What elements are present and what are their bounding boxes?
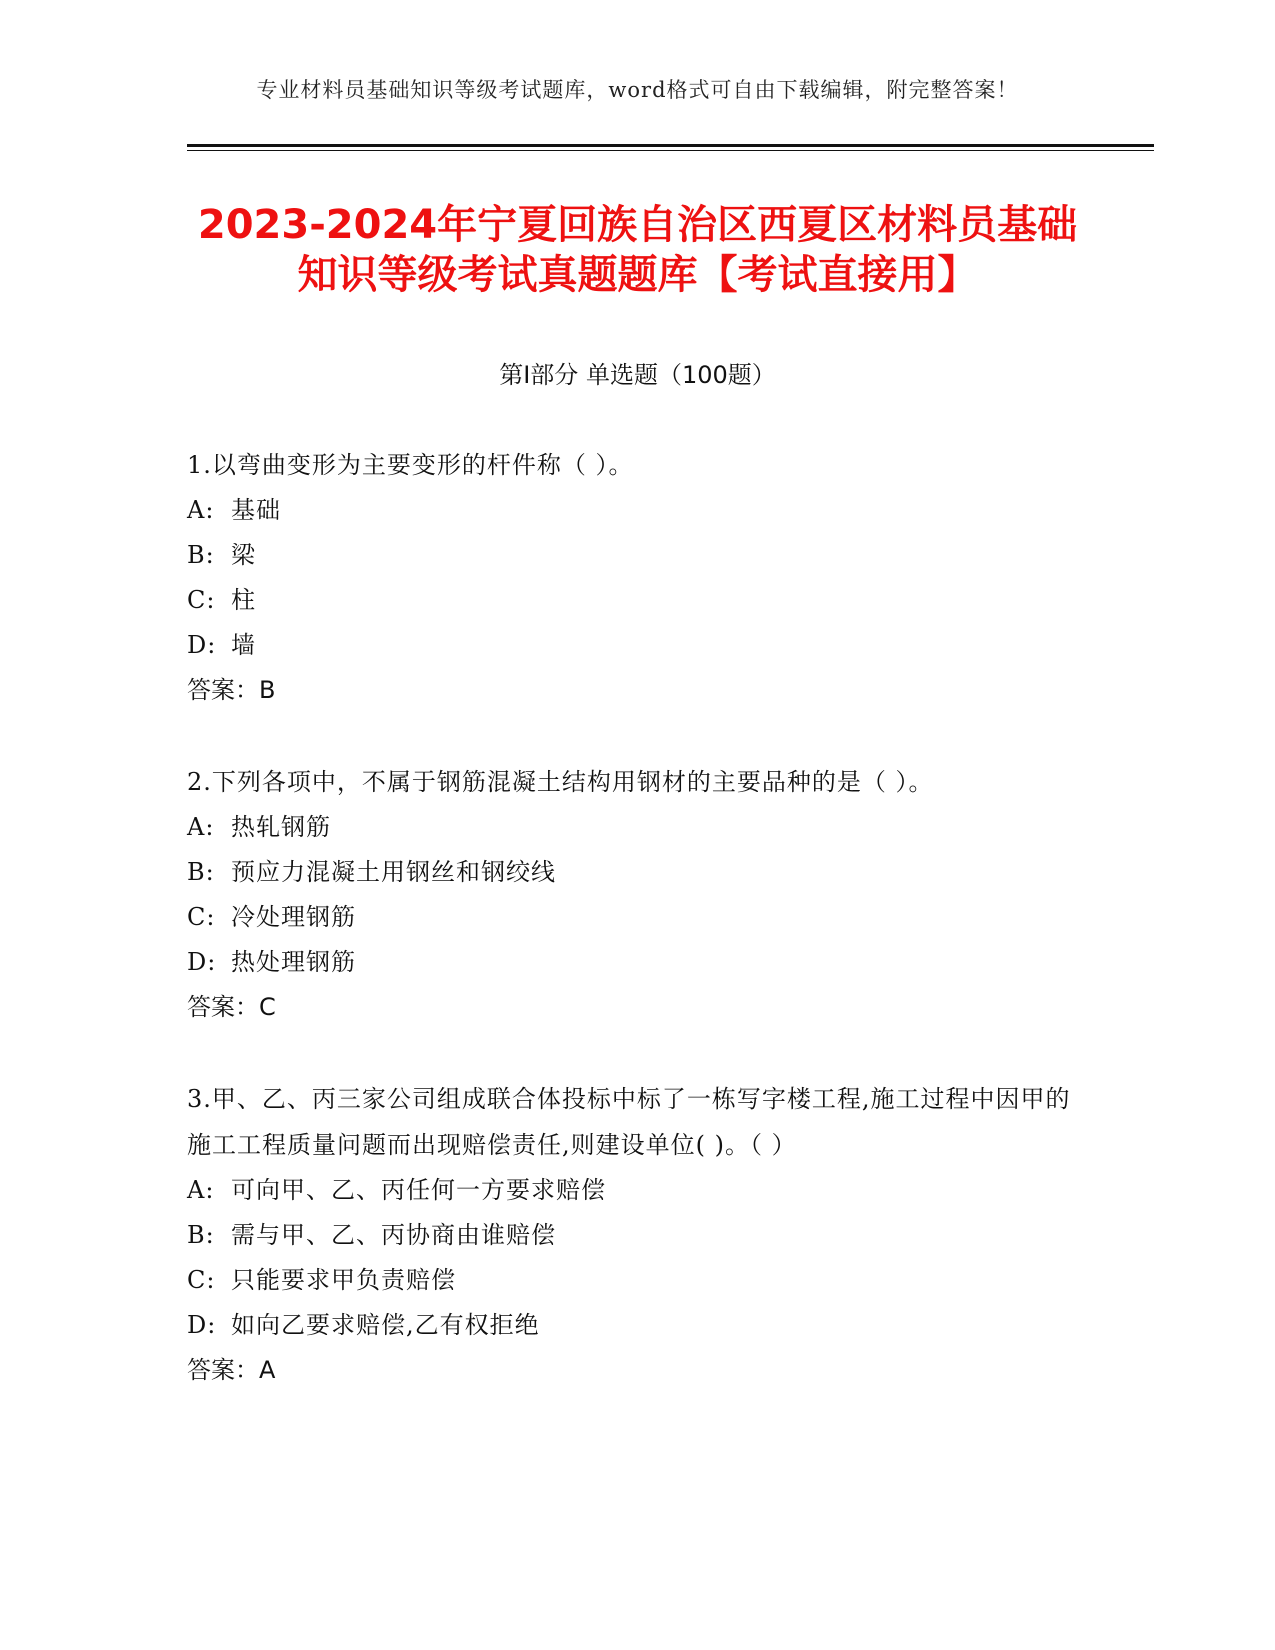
option-text: 热处理钢筋 <box>231 948 356 976</box>
option-letter: D: <box>187 631 217 659</box>
option-c <box>187 895 1087 940</box>
question-item <box>187 1076 1087 1393</box>
option-text: 可向甲、乙、丙任何一方要求赔偿 <box>231 1176 606 1204</box>
option-d <box>187 940 1087 985</box>
question-list <box>187 442 1087 1439</box>
option-text: 热轧钢筋 <box>231 813 331 841</box>
document-title: 2023-2024年宁夏回族自治区西夏区材料员基础知识等级考试真题题库【考试直接用】 <box>197 202 1078 298</box>
answer-line: 答案：B <box>187 676 276 704</box>
option-letter: C: <box>187 903 216 931</box>
option-letter: B: <box>187 1221 215 1249</box>
section-title: 第Ⅰ部分 单选题（100题） <box>499 361 776 389</box>
answer-line: 答案：A <box>187 1356 276 1384</box>
question-item <box>187 759 1087 1030</box>
option-letter: C: <box>187 1266 216 1294</box>
option-letter: B: <box>187 858 215 886</box>
question-stem: 1.以弯曲变形为主要变形的杆件称（ ）。 <box>187 451 634 479</box>
option-c <box>187 578 1087 623</box>
option-text: 预应力混凝土用钢丝和钢绞线 <box>231 858 556 886</box>
option-text: 冷处理钢筋 <box>231 903 356 931</box>
option-b <box>187 850 1087 895</box>
option-letter: A: <box>187 496 215 524</box>
option-text: 需与甲、乙、丙协商由谁赔偿 <box>231 1221 556 1249</box>
option-letter: D: <box>187 1311 217 1339</box>
option-a <box>187 1168 1087 1213</box>
option-text: 墙 <box>231 631 256 659</box>
option-letter: A: <box>187 1176 215 1204</box>
option-b <box>187 1213 1087 1258</box>
option-d <box>187 623 1087 668</box>
answer-line: 答案：C <box>187 993 276 1021</box>
option-letter: D: <box>187 948 217 976</box>
option-text: 柱 <box>231 586 256 614</box>
option-c <box>187 1258 1087 1303</box>
header-rule-thin <box>187 150 1154 151</box>
option-letter: C: <box>187 586 216 614</box>
option-d <box>187 1303 1087 1348</box>
header-note: 专业材料员基础知识等级考试题库，word格式可自由下载编辑，附完整答案！ <box>256 78 1019 102</box>
option-letter: B: <box>187 541 215 569</box>
header-rule-thick <box>187 144 1154 147</box>
question-item <box>187 442 1087 713</box>
question-stem: 3.甲、乙、丙三家公司组成联合体投标中标了一栋写字楼工程,施工过程中因甲的施工工程质量问题而出现赔偿责任,则建设单位( )。（ ） <box>187 1085 1071 1159</box>
option-text: 基础 <box>231 496 281 524</box>
question-stem: 2.下列各项中，不属于钢筋混凝土结构用钢材的主要品种的是（ ）。 <box>187 768 934 796</box>
option-text: 梁 <box>231 541 256 569</box>
option-letter: A: <box>187 813 215 841</box>
option-text: 只能要求甲负责赔偿 <box>231 1266 456 1294</box>
option-a <box>187 488 1087 533</box>
option-a <box>187 805 1087 850</box>
option-b <box>187 533 1087 578</box>
option-text: 如向乙要求赔偿,乙有权拒绝 <box>231 1311 540 1339</box>
